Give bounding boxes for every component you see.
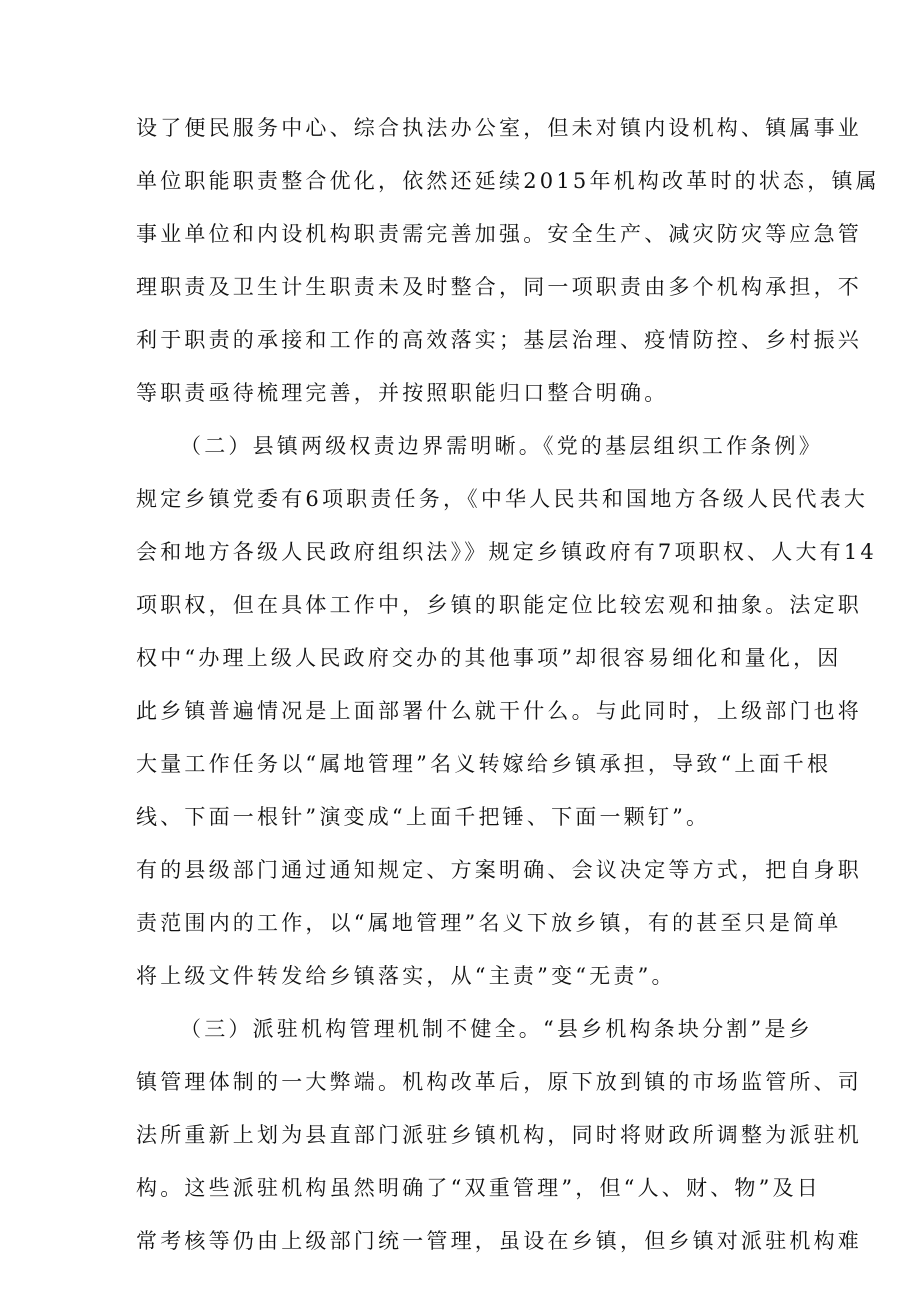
text-line: 规定乡镇党委有6项职责任务，《中华人民共和国地方各级人民代表大 bbox=[136, 487, 869, 511]
section-heading-3: （三）派驻机构管理机制不健全。“县乡机构条块分割”是乡 bbox=[180, 1017, 813, 1041]
text-line: 构。这些派驻机构虽然明确了“双重管理”，但“人、财、物”及日 bbox=[136, 1176, 821, 1200]
text-line: 利于职责的承接和工作的高效落实；基层治理、疫情防控、乡村振兴 bbox=[136, 328, 862, 352]
text-line: 会和地方各级人民政府组织法》》规定乡镇政府有7项职权、人大有14 bbox=[136, 540, 877, 564]
text-line: 有的县级部门通过通知规定、方案明确、会议决定等方式，把自身职 bbox=[136, 858, 862, 882]
text-line: 镇管理体制的一大弊端。机构改革后，原下放到镇的市场监管所、司 bbox=[136, 1070, 862, 1094]
text-line: 大量工作任务以“属地管理”名义转嫁给乡镇承担，导致“上面千根 bbox=[136, 752, 832, 776]
text-line: 常考核等仍由上级部门统一管理，虽设在乡镇，但乡镇对派驻机构难 bbox=[136, 1229, 862, 1253]
text-line: 此乡镇普遍情况是上面部署什么就干什么。与此同时，上级部门也将 bbox=[136, 699, 862, 723]
text-line: 事业单位和内设机构职责需完善加强。安全生产、减灾防灾等应急管 bbox=[136, 222, 862, 246]
text-line: 等职责亟待梳理完善，并按照职能归口整合明确。 bbox=[136, 381, 669, 405]
text-line: 权中“办理上级人民政府交办的其他事项”却很容易细化和量化，因 bbox=[136, 646, 842, 670]
text-line: 法所重新上划为县直部门派驻乡镇机构，同时将财政所调整为派驻机 bbox=[136, 1123, 862, 1147]
text-line: 项职权，但在具体工作中，乡镇的职能定位比较宏观和抽象。法定职 bbox=[136, 593, 862, 617]
text-line: 线、下面一根针”演变成“上面千把锤、下面一颗钉”。 bbox=[136, 805, 711, 829]
text-line: 单位职能职责整合优化，依然还延续2015年机构改革时的状态，镇属 bbox=[136, 169, 880, 193]
text-line: 将上级文件转发给乡镇落实，从“主责”变“无责”。 bbox=[136, 964, 676, 988]
text-line: 责范围内的工作，以“属地管理”名义下放乡镇，有的甚至只是简单 bbox=[136, 911, 842, 935]
text-line: 设了便民服务中心、综合执法办公室，但未对镇内设机构、镇属事业 bbox=[136, 116, 862, 140]
section-heading-2: （二）县镇两级权责边界需明晰。《党的基层组织工作条例》 bbox=[180, 434, 823, 458]
text-line: 理职责及卫生计生职责未及时整合，同一项职责由多个机构承担，不 bbox=[136, 275, 862, 299]
